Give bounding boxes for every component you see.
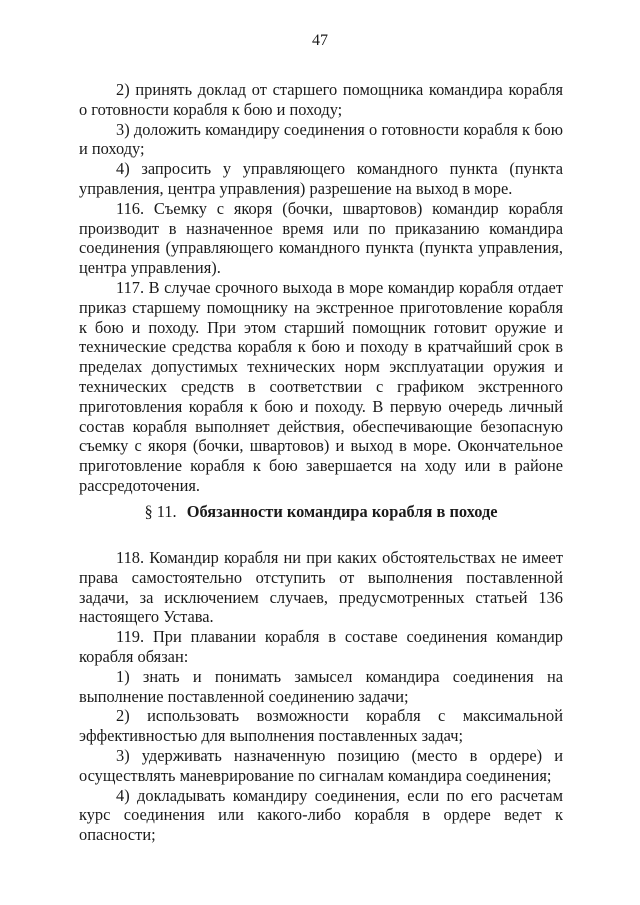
paragraph-item-3: 3) доложить командиру соединения о готовности корабля к бою и походу; bbox=[79, 119, 563, 159]
paragraph-119-item-3: 3) удерживать назначенную позицию (место в ордере) и осуществлять маневрирование по сигналам командира соединения; bbox=[79, 745, 563, 785]
section-heading bbox=[79, 502, 563, 522]
paragraph-item-2: 2) принять доклад от старшего помощника командира корабля о готовности корабля к бою и походу; bbox=[79, 80, 563, 119]
paragraph-116: 116. Съемку с якоря (бочки, швартовов) командир корабля производит в назначенное время или по приказанию командира соединения (управляющего командного пункта (пункта управления, центра управления). bbox=[79, 198, 563, 278]
top-text-block bbox=[79, 80, 563, 496]
paragraph-118: 118. Командир корабля ни при каких обстоятельствах не имеет права самостоятельно отступить от выполнения поставленной задачи, за исключением случаев, предусмотренных статьей 136 настоящего Устава. bbox=[79, 548, 563, 627]
paragraph-item-4: 4) запросить у управляющего командного пункта (пункта управления, центра управления) разрешение на выход в море. bbox=[79, 159, 563, 198]
bottom-text-block bbox=[79, 548, 563, 845]
paragraph-117: 117. В случае срочного выхода в море командир корабля отдает приказ старшему помощнику на экстренное приготовление корабля к бою и походу. При этом старший помощник готовит оружие и технические средства корабля к бою и походу в кратчайший срок в пределах допустимых технических норм эксплуатации оружия и технических средств в соответствии с графиком экстренного приготовления корабля к бою и походу. В первую очередь личный состав корабля выполняет действия, обеспечивающие безопасную съемку с якоря (бочки, швартовов) и выход в море. Окончательное приготовление корабля к бою завершается на ходу или в районе рассредоточения. bbox=[79, 277, 563, 495]
paragraph-119-item-2: 2) использовать возможности корабля с максимальной эффективностью для выполнения поставленных задач; bbox=[79, 706, 563, 746]
paragraph-119-item-4: 4) докладывать командиру соединения, если по его расчетам курс соединения или какого-либо корабля в ордере ведет к опасности; bbox=[79, 785, 563, 845]
paragraph-119: 119. При плавании корабля в составе соединения командир корабля обязан: bbox=[79, 627, 563, 666]
paragraph-119-item-1: 1) знать и понимать замысел командира соединения на выполнение поставленной соединению задачи; bbox=[79, 666, 563, 706]
section-title: Обязанности командира корабля в походе bbox=[186, 502, 498, 521]
page-number: 47 bbox=[312, 32, 328, 49]
section-number: § 11. bbox=[144, 502, 177, 521]
